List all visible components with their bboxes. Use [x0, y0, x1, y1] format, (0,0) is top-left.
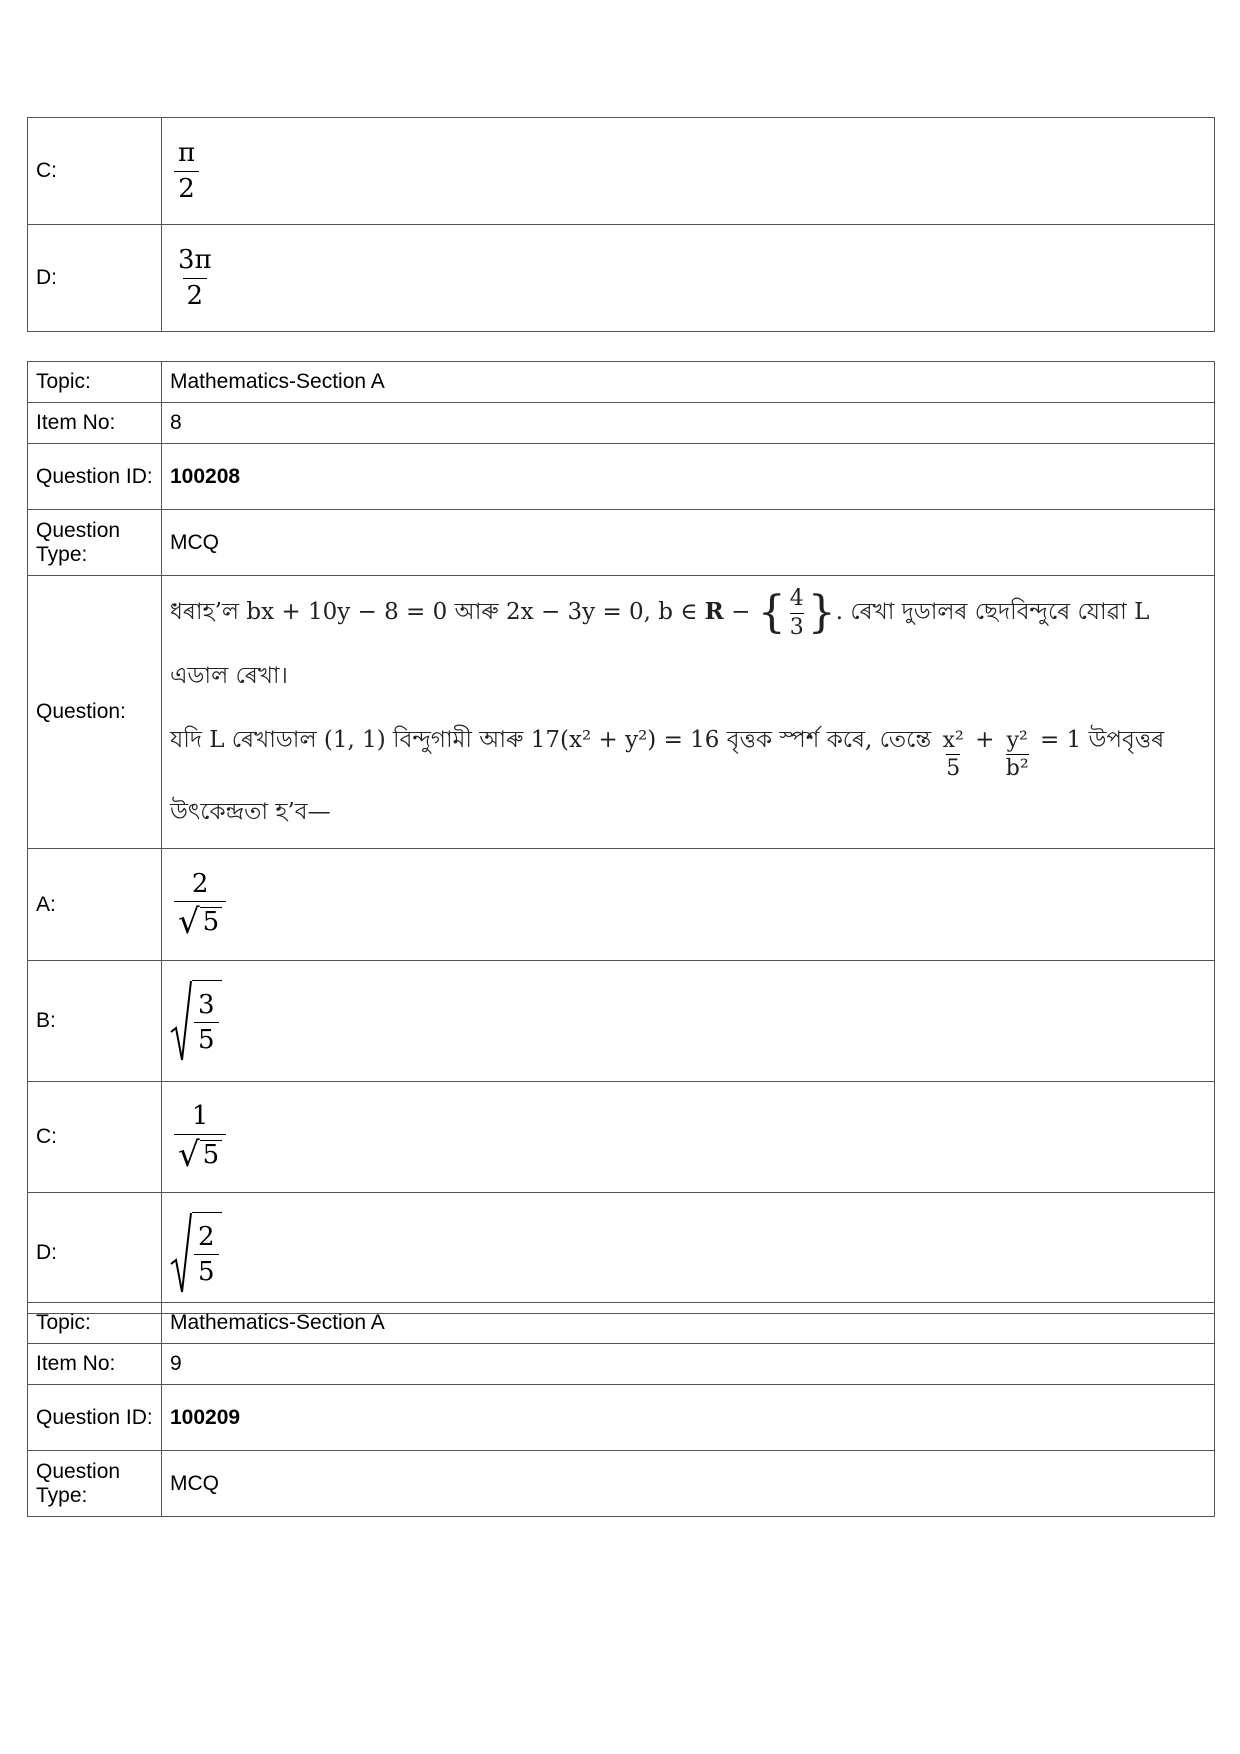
radical-sign — [170, 1212, 192, 1294]
option-row-b — [28, 961, 1215, 1082]
option-label: D: — [28, 225, 162, 332]
root-of-fraction: $\frac{3}{5}$ — [170, 980, 222, 1062]
fraction-over-root: 2 √ 5 — [174, 870, 226, 940]
item-label: Item No: — [28, 1344, 162, 1385]
square-root: √ 5 — [178, 905, 222, 939]
question-type-label: Question Type: — [28, 1451, 162, 1517]
question-row — [28, 576, 1215, 849]
topic-label: Topic: — [28, 1303, 162, 1344]
square-root: √ 5 — [178, 1138, 222, 1172]
item-row — [28, 403, 1215, 444]
option-value — [162, 1082, 1215, 1193]
option-value — [162, 961, 1215, 1082]
set-fraction: 4 3 — [789, 586, 804, 640]
question-9-table — [27, 1302, 1215, 1517]
question-id-row — [28, 1385, 1215, 1451]
option-value — [162, 1193, 1215, 1314]
topic-label: Topic: — [28, 362, 162, 403]
ellipse-y-term: $\frac{\text{y²}}{\text{b²}}$ — [1005, 728, 1029, 782]
question-id-row — [28, 444, 1215, 510]
question-line-1: ধৰাহ’ল bx + 10y − 8 = 0 আৰু 2x − 3y = 0, b ∈ R − { 4 3 } . ৰেখা দুডালৰ ছেদবিন্দুৰে যোৱা L এডাল ৰেখা। — [170, 586, 1150, 689]
option-label: C: — [28, 118, 162, 225]
fraction: $\frac{\pi}{2}$ — [174, 139, 199, 203]
radical-sign — [170, 980, 192, 1062]
item-row — [28, 1344, 1215, 1385]
prev-options-table — [27, 117, 1215, 332]
topic-value: Mathematics-Section A — [162, 1303, 1215, 1344]
option-label: C: — [28, 1082, 162, 1193]
question-label: Question: — [28, 576, 162, 849]
question-type-label: Question Type: — [28, 510, 162, 576]
topic-row — [28, 1303, 1215, 1344]
question-type-value: MCQ — [162, 510, 1215, 576]
option-label: B: — [28, 961, 162, 1082]
option-row-d — [28, 225, 1215, 332]
ellipse-x-term: $\frac{\text{x²}}{5}$ — [942, 728, 964, 782]
item-value: 8 — [162, 403, 1215, 444]
option-label: A: — [28, 849, 162, 961]
option-value — [162, 118, 1215, 225]
topic-value: Mathematics-Section A — [162, 362, 1215, 403]
question-line-3: উৎকেন্দ্ৰতা হ’ব— — [170, 799, 331, 826]
option-row-c — [28, 1082, 1215, 1193]
question-id-value: 100209 — [162, 1385, 1215, 1451]
option-value — [162, 225, 1215, 332]
question-8-table — [27, 361, 1215, 1314]
option-row-d — [28, 1193, 1215, 1314]
item-value: 9 — [162, 1344, 1215, 1385]
root-of-fraction: $\frac{2}{5}$ — [170, 1212, 222, 1294]
question-id-value: 100208 — [162, 444, 1215, 510]
question-text — [162, 576, 1215, 849]
option-value — [162, 849, 1215, 961]
option-label: D: — [28, 1193, 162, 1314]
fraction: $\frac{3\pi}{2}$ — [178, 244, 212, 311]
topic-row — [28, 362, 1215, 403]
question-type-row — [28, 1451, 1215, 1517]
option-row-a — [28, 849, 1215, 961]
option-row-c — [28, 118, 1215, 225]
question-id-label: Question ID: — [28, 444, 162, 510]
question-id-label: Question ID: — [28, 1385, 162, 1451]
question-type-value: MCQ — [162, 1451, 1215, 1517]
fraction-over-root: 1 √ 5 — [174, 1102, 226, 1172]
question-line-2: যদি L ৰেখাডাল (1, 1) বিন্দুগামী আৰু 17(x² + y²) = 16 বৃত্তক স্পৰ্শ কৰে, তেন্তে $\frac{\text{x²}}{5}$ + $\frac{\text{y²}}{\text{b²}}$ = 1 উপবৃত্তৰ — [170, 727, 1165, 782]
question-type-row — [28, 510, 1215, 576]
item-label: Item No: — [28, 403, 162, 444]
